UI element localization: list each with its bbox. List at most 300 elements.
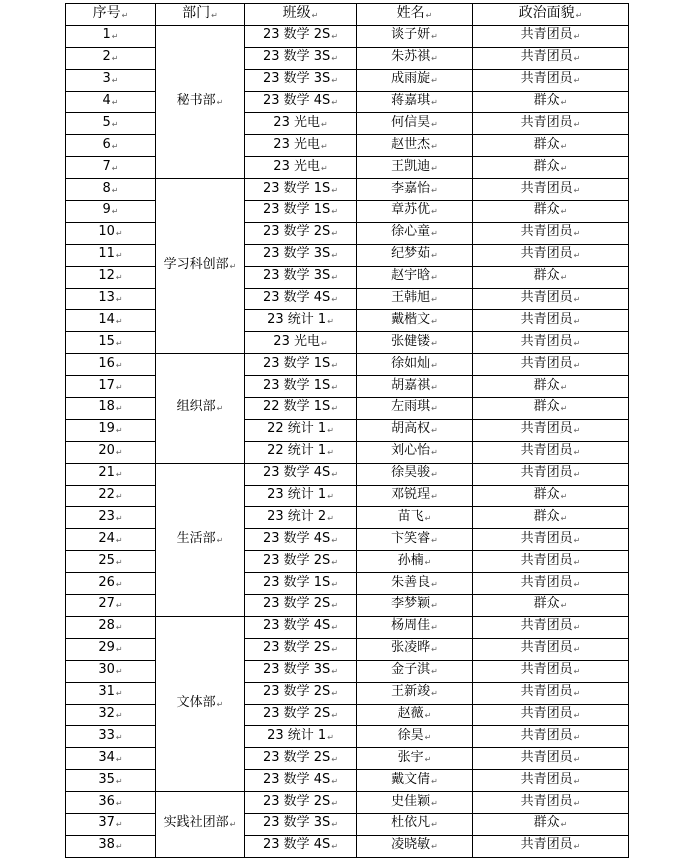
class-cell: 23 数学 4S↵: [245, 616, 357, 638]
student-name-cell: 徐昊↵: [357, 726, 473, 748]
paragraph-mark: ↵: [115, 295, 123, 305]
class-cell: 22 统计 1↵: [245, 441, 357, 463]
student-name-cell: 杜依凡↵: [357, 813, 473, 835]
table-row: [66, 332, 629, 354]
student-name-cell: 左雨琪↵: [357, 398, 473, 420]
table-row: [66, 835, 629, 857]
row-number: 17↵: [66, 376, 156, 398]
class-cell: 23 统计 1↵: [245, 726, 357, 748]
class-cell: 23 光电↵: [245, 157, 357, 179]
political-status-cell: 群众↵: [473, 398, 629, 420]
student-name-cell: 徐心童↵: [357, 222, 473, 244]
row-number: 8↵: [66, 179, 156, 201]
paragraph-mark: ↵: [573, 32, 581, 42]
row-number: 31↵: [66, 682, 156, 704]
paragraph-mark: ↵: [311, 10, 319, 20]
paragraph-mark: ↵: [115, 667, 123, 677]
class-cell: 23 光电↵: [245, 113, 357, 135]
class-cell: 23 统计 2↵: [245, 507, 357, 529]
paragraph-mark: ↵: [111, 141, 119, 151]
paragraph-mark: ↵: [115, 557, 123, 567]
department-cell: 文体部↵: [156, 616, 245, 791]
class-cell: 23 数学 2S↵: [245, 551, 357, 573]
political-status-cell: 共青团员↵: [473, 682, 629, 704]
student-name-cell: 凌晓敏↵: [357, 835, 473, 857]
class-cell: 23 数学 1S↵: [245, 179, 357, 201]
table-row: [66, 47, 629, 69]
paragraph-mark: ↵: [115, 820, 123, 830]
paragraph-mark: ↵: [111, 119, 119, 129]
paragraph-mark: ↵: [331, 842, 339, 852]
class-cell: 23 数学 1S↵: [245, 573, 357, 595]
paragraph-mark: ↵: [331, 689, 339, 699]
paragraph-mark: ↵: [115, 382, 123, 392]
row-number: 15↵: [66, 332, 156, 354]
political-status-cell: 群众↵: [473, 595, 629, 617]
political-status-cell: 群众↵: [473, 157, 629, 179]
row-number: 5↵: [66, 113, 156, 135]
student-name-cell: 卞笑睿↵: [357, 529, 473, 551]
paragraph-mark: ↵: [115, 251, 123, 261]
paragraph-mark: ↵: [575, 10, 583, 20]
department-cell: 生活部↵: [156, 463, 245, 616]
class-cell: 23 数学 4S↵: [245, 770, 357, 792]
paragraph-mark: ↵: [573, 710, 581, 720]
paragraph-mark: ↵: [431, 54, 438, 64]
paragraph-mark: ↵: [111, 207, 119, 217]
row-number: 25↵: [66, 551, 156, 573]
paragraph-mark: ↵: [115, 842, 123, 852]
class-cell: 23 数学 3S↵: [245, 69, 357, 91]
row-number: 9↵: [66, 201, 156, 223]
class-cell: 23 数学 2S↵: [245, 748, 357, 770]
paragraph-mark: ↵: [115, 732, 123, 742]
paragraph-mark: ↵: [431, 623, 438, 633]
paragraph-mark: ↵: [573, 645, 581, 655]
student-name-cell: 邓锐珵↵: [357, 485, 473, 507]
political-status-cell: 共青团员↵: [473, 244, 629, 266]
row-number: 34↵: [66, 748, 156, 770]
row-number: 38↵: [66, 835, 156, 857]
paragraph-mark: ↵: [331, 645, 339, 655]
paragraph-mark: ↵: [111, 163, 119, 173]
paragraph-mark: ↵: [573, 754, 581, 764]
paragraph-mark: ↵: [431, 119, 438, 129]
student-name-cell: 王新竣↵: [357, 682, 473, 704]
table-row: [66, 179, 629, 201]
header-no: 序号↵: [66, 4, 156, 26]
row-number: 11↵: [66, 244, 156, 266]
member-table-container: [65, 3, 629, 858]
table-row: [66, 354, 629, 376]
political-status-cell: 群众↵: [473, 91, 629, 113]
student-name-cell: 徐昊骏↵: [357, 463, 473, 485]
paragraph-mark: ↵: [331, 273, 339, 283]
class-cell: 23 数学 3S↵: [245, 660, 357, 682]
class-cell: 23 数学 4S↵: [245, 91, 357, 113]
class-cell: 23 数学 3S↵: [245, 47, 357, 69]
paragraph-mark: ↵: [431, 820, 438, 830]
paragraph-mark: ↵: [331, 776, 339, 786]
paragraph-mark: ↵: [216, 700, 224, 709]
paragraph-mark: ↵: [216, 404, 224, 414]
paragraph-mark: ↵: [431, 579, 438, 589]
class-cell: 22 数学 1S↵: [245, 398, 357, 420]
table-row: [66, 288, 629, 310]
paragraph-mark: ↵: [560, 513, 568, 523]
paragraph-mark: ↵: [115, 689, 123, 699]
paragraph-mark: ↵: [115, 492, 123, 502]
header-name: 姓名↵: [357, 4, 473, 26]
paragraph-mark: ↵: [424, 513, 432, 523]
paragraph-mark: ↵: [229, 820, 237, 830]
paragraph-mark: ↵: [431, 426, 438, 436]
paragraph-mark: ↵: [431, 360, 438, 370]
class-cell: 23 数学 3S↵: [245, 813, 357, 835]
paragraph-mark: ↵: [573, 185, 581, 195]
paragraph-mark: ↵: [327, 492, 334, 502]
paragraph-mark: ↵: [560, 382, 568, 392]
paragraph-mark: ↵: [560, 98, 568, 107]
paragraph-mark: ↵: [115, 229, 123, 239]
paragraph-mark: ↵: [331, 76, 339, 86]
paragraph-mark: ↵: [331, 579, 339, 589]
paragraph-mark: ↵: [573, 667, 581, 677]
paragraph-mark: ↵: [573, 360, 581, 370]
paragraph-mark: ↵: [573, 557, 581, 567]
row-number: 7↵: [66, 157, 156, 179]
paragraph-mark: ↵: [115, 360, 123, 370]
row-number: 2↵: [66, 47, 156, 69]
paragraph-mark: ↵: [216, 98, 224, 107]
paragraph-mark: ↵: [431, 535, 438, 545]
class-cell: 23 数学 1S↵: [245, 201, 357, 223]
paragraph-mark: ↵: [573, 623, 581, 633]
table-row: [66, 616, 629, 638]
paragraph-mark: ↵: [115, 273, 123, 283]
paragraph-mark: ↵: [431, 338, 438, 348]
paragraph-mark: ↵: [431, 404, 438, 414]
table-row: [66, 441, 629, 463]
political-status-cell: 共青团员↵: [473, 288, 629, 310]
table-row: [66, 704, 629, 726]
paragraph-mark: ↵: [560, 207, 568, 217]
row-number: 16↵: [66, 354, 156, 376]
paragraph-mark: ↵: [573, 338, 581, 348]
student-name-cell: 蒋嘉琪↵: [357, 91, 473, 113]
class-cell: 23 数学 2S↵: [245, 25, 357, 47]
row-number: 10↵: [66, 222, 156, 244]
political-status-cell: 共青团员↵: [473, 704, 629, 726]
paragraph-mark: ↵: [431, 492, 438, 502]
political-status-cell: 共青团员↵: [473, 660, 629, 682]
paragraph-mark: ↵: [121, 10, 129, 20]
table-row: [66, 201, 629, 223]
table-row: [66, 419, 629, 441]
header-class: 班级↵: [245, 4, 357, 26]
paragraph-mark: ↵: [327, 448, 334, 458]
table-row: [66, 485, 629, 507]
paragraph-mark: ↵: [331, 382, 339, 392]
row-number: 18↵: [66, 398, 156, 420]
student-name-cell: 何信昊↵: [357, 113, 473, 135]
paragraph-mark: ↵: [431, 141, 438, 151]
paragraph-mark: ↵: [320, 338, 328, 348]
student-name-cell: 赵世杰↵: [357, 135, 473, 157]
paragraph-mark: ↵: [331, 667, 339, 677]
table-row: [66, 638, 629, 660]
class-cell: 23 数学 3S↵: [245, 244, 357, 266]
political-status-cell: 群众↵: [473, 266, 629, 288]
paragraph-mark: ↵: [573, 689, 581, 699]
paragraph-mark: ↵: [431, 273, 438, 283]
class-cell: 23 数学 1S↵: [245, 376, 357, 398]
paragraph-mark: ↵: [320, 141, 328, 151]
political-status-cell: 共青团员↵: [473, 463, 629, 485]
paragraph-mark: ↵: [431, 163, 438, 173]
row-number: 22↵: [66, 485, 156, 507]
student-name-cell: 李梦颖↵: [357, 595, 473, 617]
table-row: [66, 398, 629, 420]
paragraph-mark: ↵: [573, 54, 581, 64]
political-status-cell: 群众↵: [473, 135, 629, 157]
row-number: 35↵: [66, 770, 156, 792]
row-number: 26↵: [66, 573, 156, 595]
row-number: 37↵: [66, 813, 156, 835]
student-name-cell: 刘心怡↵: [357, 441, 473, 463]
political-status-cell: 共青团员↵: [473, 748, 629, 770]
paragraph-mark: ↵: [431, 251, 438, 261]
student-name-cell: 苗飞↵: [357, 507, 473, 529]
department-cell: 实践社团部↵: [156, 792, 245, 858]
paragraph-mark: ↵: [424, 557, 432, 567]
paragraph-mark: ↵: [115, 535, 123, 545]
paragraph-mark: ↵: [331, 360, 339, 370]
row-number: 19↵: [66, 419, 156, 441]
table-row: [66, 660, 629, 682]
table-row: [66, 113, 629, 135]
paragraph-mark: ↵: [431, 32, 438, 42]
row-number: 36↵: [66, 792, 156, 814]
paragraph-mark: ↵: [573, 316, 581, 326]
paragraph-mark: ↵: [111, 185, 119, 195]
paragraph-mark: ↵: [573, 842, 581, 852]
political-status-cell: 共青团员↵: [473, 419, 629, 441]
student-name-cell: 王韩旭↵: [357, 288, 473, 310]
student-name-cell: 朱苏祺↵: [357, 47, 473, 69]
table-row: [66, 244, 629, 266]
paragraph-mark: ↵: [327, 513, 334, 523]
political-status-cell: 共青团员↵: [473, 573, 629, 595]
header-political-status: 政治面貌↵: [473, 4, 629, 26]
paragraph-mark: ↵: [431, 601, 438, 611]
paragraph-mark: ↵: [573, 119, 581, 129]
paragraph-mark: ↵: [331, 535, 339, 545]
paragraph-mark: ↵: [331, 185, 339, 195]
class-cell: 23 数学 4S↵: [245, 529, 357, 551]
political-status-cell: 群众↵: [473, 485, 629, 507]
class-cell: 23 数学 2S↵: [245, 222, 357, 244]
student-name-cell: 章苏优↵: [357, 201, 473, 223]
member-table: [65, 3, 629, 858]
paragraph-mark: ↵: [560, 820, 568, 830]
row-number: 28↵: [66, 616, 156, 638]
student-name-cell: 戴楷文↵: [357, 310, 473, 332]
paragraph-mark: ↵: [573, 295, 581, 305]
row-number: 32↵: [66, 704, 156, 726]
table-row: [66, 222, 629, 244]
paragraph-mark: ↵: [331, 623, 339, 633]
paragraph-mark: ↵: [327, 426, 334, 436]
student-name-cell: 张宇↵: [357, 748, 473, 770]
paragraph-mark: ↵: [115, 798, 123, 808]
paragraph-mark: ↵: [115, 776, 123, 786]
paragraph-mark: ↵: [431, 185, 438, 195]
table-row: [66, 770, 629, 792]
paragraph-mark: ↵: [573, 579, 581, 589]
paragraph-mark: ↵: [431, 645, 438, 655]
row-number: 1↵: [66, 25, 156, 47]
paragraph-mark: ↵: [327, 316, 334, 326]
paragraph-mark: ↵: [573, 76, 581, 86]
class-cell: 23 数学 3S↵: [245, 266, 357, 288]
department-cell: 学习科创部↵: [156, 179, 245, 354]
paragraph-mark: ↵: [573, 229, 581, 239]
paragraph-mark: ↵: [331, 798, 339, 808]
table-row: [66, 792, 629, 814]
paragraph-mark: ↵: [573, 776, 581, 786]
class-cell: 23 统计 1↵: [245, 485, 357, 507]
paragraph-mark: ↵: [431, 76, 438, 86]
paragraph-mark: ↵: [115, 448, 123, 458]
political-status-cell: 共青团员↵: [473, 222, 629, 244]
paragraph-mark: ↵: [111, 32, 119, 42]
paragraph-mark: ↵: [431, 316, 438, 326]
paragraph-mark: ↵: [115, 579, 123, 589]
political-status-cell: 共青团员↵: [473, 529, 629, 551]
paragraph-mark: ↵: [573, 470, 581, 480]
table-row: [66, 748, 629, 770]
paragraph-mark: ↵: [115, 316, 123, 326]
political-status-cell: 共青团员↵: [473, 551, 629, 573]
paragraph-mark: ↵: [560, 601, 568, 611]
student-name-cell: 朱善良↵: [357, 573, 473, 595]
paragraph-mark: ↵: [424, 732, 432, 742]
row-number: 13↵: [66, 288, 156, 310]
political-status-cell: 共青团员↵: [473, 726, 629, 748]
table-row: [66, 25, 629, 47]
table-row: [66, 157, 629, 179]
paragraph-mark: ↵: [573, 426, 581, 436]
paragraph-mark: ↵: [331, 98, 339, 107]
header-department: 部门↵: [156, 4, 245, 26]
student-name-cell: 成雨旋↵: [357, 69, 473, 91]
table-row: [66, 529, 629, 551]
table-row: [66, 595, 629, 617]
paragraph-mark: ↵: [431, 295, 438, 305]
paragraph-mark: ↵: [425, 10, 433, 20]
table-row: [66, 91, 629, 113]
political-status-cell: 共青团员↵: [473, 638, 629, 660]
table-row: [66, 573, 629, 595]
student-name-cell: 王凯迪↵: [357, 157, 473, 179]
political-status-cell: 共青团员↵: [473, 835, 629, 857]
class-cell: 23 统计 1↵: [245, 310, 357, 332]
class-cell: 22 统计 1↵: [245, 419, 357, 441]
class-cell: 23 数学 2S↵: [245, 682, 357, 704]
paragraph-mark: ↵: [331, 251, 339, 261]
paragraph-mark: ↵: [331, 295, 339, 305]
student-name-cell: 谈子妍↵: [357, 25, 473, 47]
paragraph-mark: ↵: [320, 119, 328, 129]
student-name-cell: 李嘉怡↵: [357, 179, 473, 201]
paragraph-mark: ↵: [573, 448, 581, 458]
political-status-cell: 群众↵: [473, 376, 629, 398]
paragraph-mark: ↵: [424, 710, 432, 720]
paragraph-mark: ↵: [573, 251, 581, 261]
political-status-cell: 共青团员↵: [473, 354, 629, 376]
table-row: [66, 682, 629, 704]
row-number: 14↵: [66, 310, 156, 332]
department-cell: 秘书部↵: [156, 25, 245, 178]
class-cell: 23 数学 4S↵: [245, 835, 357, 857]
political-status-cell: 共青团员↵: [473, 47, 629, 69]
table-row: [66, 813, 629, 835]
political-status-cell: 群众↵: [473, 201, 629, 223]
paragraph-mark: ↵: [327, 732, 334, 742]
student-name-cell: 孙楠↵: [357, 551, 473, 573]
row-number: 6↵: [66, 135, 156, 157]
student-name-cell: 史佳颖↵: [357, 792, 473, 814]
paragraph-mark: ↵: [331, 470, 339, 480]
row-number: 20↵: [66, 441, 156, 463]
paragraph-mark: ↵: [115, 338, 123, 348]
student-name-cell: 金子淇↵: [357, 660, 473, 682]
student-name-cell: 杨周佳↵: [357, 616, 473, 638]
paragraph-mark: ↵: [229, 262, 237, 272]
class-cell: 23 数学 2S↵: [245, 595, 357, 617]
paragraph-mark: ↵: [431, 98, 438, 107]
paragraph-mark: ↵: [431, 667, 438, 677]
table-row: [66, 463, 629, 485]
paragraph-mark: ↵: [115, 623, 123, 633]
political-status-cell: 共青团员↵: [473, 113, 629, 135]
class-cell: 23 数学 2S↵: [245, 638, 357, 660]
table-row: [66, 726, 629, 748]
paragraph-mark: ↵: [115, 404, 123, 414]
row-number: 12↵: [66, 266, 156, 288]
row-number: 21↵: [66, 463, 156, 485]
table-row: [66, 69, 629, 91]
paragraph-mark: ↵: [560, 141, 568, 151]
department-cell: 组织部↵: [156, 354, 245, 463]
paragraph-mark: ↵: [331, 207, 339, 217]
row-number: 4↵: [66, 91, 156, 113]
table-row: [66, 266, 629, 288]
paragraph-mark: ↵: [560, 404, 568, 414]
paragraph-mark: ↵: [431, 470, 438, 480]
table-row: [66, 310, 629, 332]
paragraph-mark: ↵: [573, 798, 581, 808]
student-name-cell: 纪梦茹↵: [357, 244, 473, 266]
paragraph-mark: ↵: [331, 32, 339, 42]
row-number: 30↵: [66, 660, 156, 682]
political-status-cell: 共青团员↵: [473, 770, 629, 792]
political-status-cell: 群众↵: [473, 507, 629, 529]
table-row: [66, 507, 629, 529]
paragraph-mark: ↵: [115, 426, 123, 436]
student-name-cell: 张健镂↵: [357, 332, 473, 354]
